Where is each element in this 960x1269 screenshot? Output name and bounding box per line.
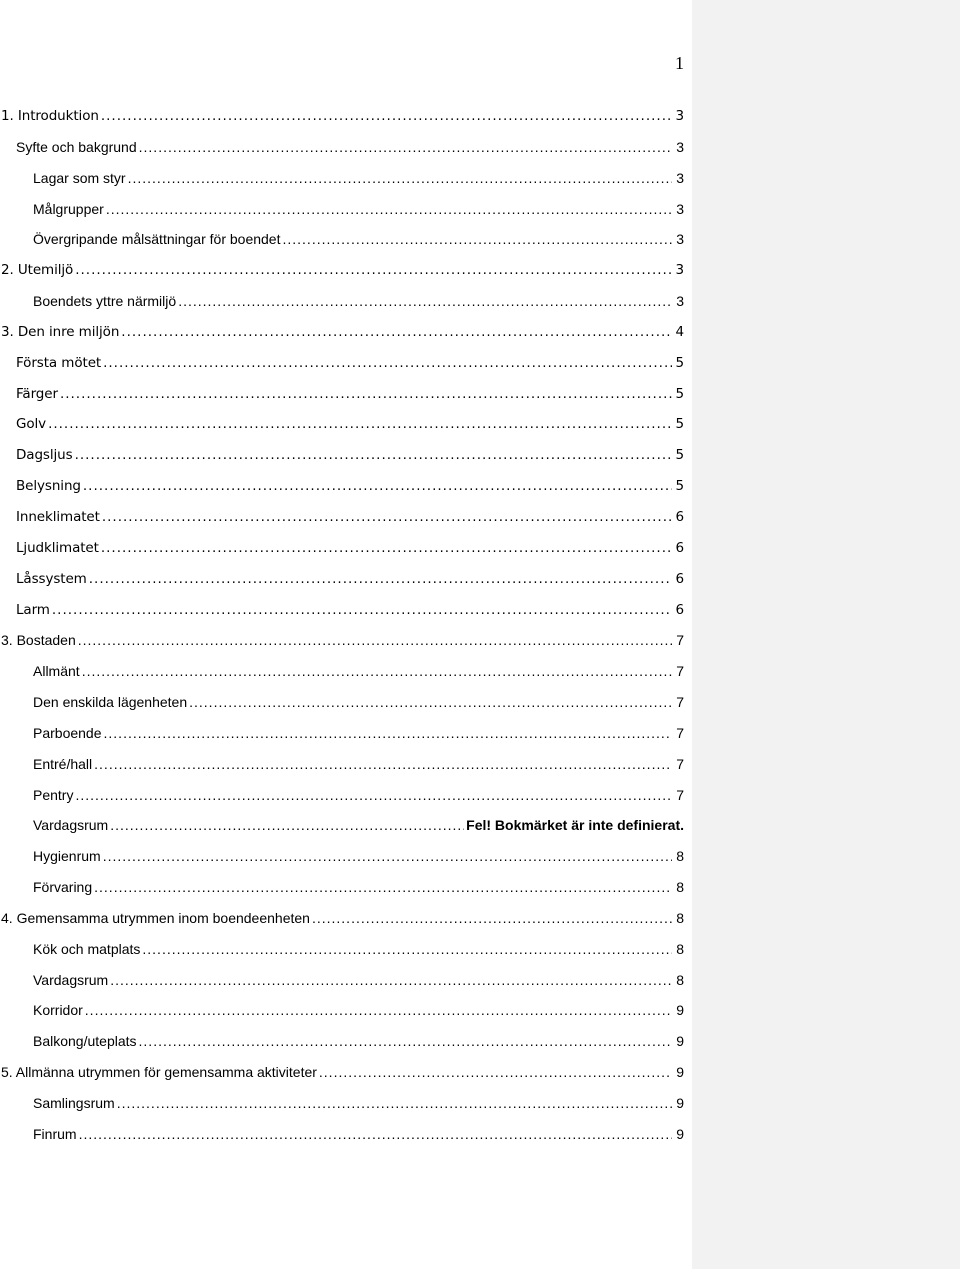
toc-dot-leader xyxy=(75,440,672,471)
toc-entry[interactable] xyxy=(0,379,686,410)
toc-entry-title: Inneklimatet xyxy=(16,508,100,525)
toc-entry-page: 8 xyxy=(676,971,684,988)
toc-entry[interactable] xyxy=(0,625,686,656)
toc-entry-title: Kök och matplats xyxy=(33,940,141,957)
toc-entry-page: 5 xyxy=(675,416,684,433)
toc-entry-title: Samlingsrum xyxy=(33,1095,115,1111)
toc-entry-title: Förvaring xyxy=(33,879,93,896)
toc-entry[interactable] xyxy=(0,255,686,286)
toc-entry-page: 5 xyxy=(675,447,684,464)
toc-dot-leader xyxy=(103,348,672,379)
toc-entry-title: Hygienrum xyxy=(33,848,101,865)
toc-dot-leader xyxy=(178,286,672,317)
toc-dot-leader xyxy=(75,255,672,286)
toc-entry-page: 7 xyxy=(676,694,684,711)
toc-entry[interactable] xyxy=(0,1057,686,1088)
toc-entry-title: 1. Introduktion xyxy=(1,108,99,124)
toc-entry-title: Övergripande målsättningar för boendet xyxy=(33,231,281,248)
toc-entry[interactable] xyxy=(0,163,686,194)
toc-entry-page: 3 xyxy=(676,169,684,186)
toc-entry[interactable] xyxy=(0,533,686,564)
toc-entry-page: 4 xyxy=(675,323,684,340)
toc-dot-leader xyxy=(78,625,672,656)
toc-entry[interactable] xyxy=(0,101,686,132)
toc-dot-leader xyxy=(117,1088,672,1119)
comment-margin-panel xyxy=(692,0,960,1269)
toc-entry-title: Larm xyxy=(16,601,50,618)
toc-entry-page: 8 xyxy=(676,848,684,865)
toc-entry-page: 7 xyxy=(676,786,684,803)
toc-entry[interactable] xyxy=(0,903,686,934)
toc-entry-title: Målgrupper xyxy=(33,200,104,217)
toc-dot-leader xyxy=(106,194,672,225)
toc-dot-leader xyxy=(312,903,672,934)
toc-entry-title: Korridor xyxy=(33,1002,83,1019)
toc-entry-page: 8 xyxy=(676,909,684,926)
toc-entry-page: 3 xyxy=(675,262,684,279)
toc-entry-page: 7 xyxy=(676,663,684,680)
toc-entry-page: 9 xyxy=(676,1002,684,1019)
toc-entry-title: 4. Gemensamma utrymmen inom boendeenheten xyxy=(1,909,310,926)
toc-entry-title: Lagar som styr xyxy=(33,169,126,186)
toc-entry[interactable] xyxy=(0,564,686,595)
toc-entry-page: 6 xyxy=(675,508,684,525)
page-number: 1 xyxy=(675,53,684,73)
toc-entry-title: Låssystem xyxy=(16,570,87,587)
toc-dot-leader xyxy=(102,502,672,533)
toc-entry[interactable] xyxy=(0,810,686,841)
toc-dot-leader xyxy=(128,163,672,194)
toc-entry-title: Entré/hall xyxy=(33,755,93,772)
toc-entry-title: Allmänt xyxy=(33,663,80,680)
toc-entry[interactable] xyxy=(0,317,686,348)
toc-entry[interactable] xyxy=(0,841,686,872)
toc-entry[interactable] xyxy=(0,934,686,965)
toc-entry[interactable] xyxy=(0,348,686,379)
toc-entry-title: Den enskilda lägenheten xyxy=(33,694,188,711)
toc-entry-title: Pentry xyxy=(33,786,74,803)
toc-entry[interactable] xyxy=(0,440,686,471)
toc-entry-title: Boendets yttre närmiljö xyxy=(33,293,177,310)
toc-entry[interactable] xyxy=(0,286,686,317)
toc-dot-leader xyxy=(79,1119,672,1150)
toc-entry-title: 3. Bostaden xyxy=(1,632,76,649)
toc-dot-leader xyxy=(101,101,672,132)
toc-entry-title: Vardagsrum xyxy=(33,971,109,988)
toc-entry-page: 5 xyxy=(675,478,684,495)
toc-entry-title: Färger xyxy=(16,385,58,402)
toc-entry-title: Första mötet xyxy=(16,354,102,371)
toc-entry-page: 7 xyxy=(676,755,684,772)
toc-entry[interactable] xyxy=(0,1088,686,1119)
toc-entry[interactable] xyxy=(0,1026,686,1057)
toc-dot-leader xyxy=(60,379,672,410)
toc-entry-page: 3 xyxy=(675,108,684,124)
toc-entry-page: 8 xyxy=(676,879,684,896)
toc-entry[interactable] xyxy=(0,224,686,255)
toc-entry-title: Finrum xyxy=(33,1125,77,1142)
toc-entry-title: Dagsljus xyxy=(16,447,73,464)
toc-entry-title: 2. Utemiljö xyxy=(1,262,74,279)
toc-dot-leader xyxy=(142,934,672,965)
toc-dot-leader xyxy=(52,595,672,626)
toc-dot-leader xyxy=(121,317,672,348)
toc-dot-leader xyxy=(139,1026,672,1057)
toc-dot-leader xyxy=(83,471,672,502)
toc-entry-title: 5. Allmänna utrymmen för gemensamma aktiviteter xyxy=(1,1064,317,1081)
toc-entry-page: 9 xyxy=(676,1064,684,1081)
toc-entry[interactable] xyxy=(0,595,686,626)
toc-entry-title: Syfte och bakgrund xyxy=(16,138,137,155)
toc-dot-leader xyxy=(94,749,672,780)
toc-dot-leader xyxy=(75,780,672,811)
toc-entry-title: Vardagsrum xyxy=(33,817,109,834)
toc-dot-leader xyxy=(82,656,672,687)
toc-entry-page: 6 xyxy=(675,570,684,587)
toc-entry-title: Belysning xyxy=(16,478,81,495)
toc-dot-leader xyxy=(48,409,672,440)
toc-entry[interactable] xyxy=(0,749,686,780)
toc-entry-page: 8 xyxy=(676,940,684,957)
toc-entry[interactable] xyxy=(0,780,686,811)
toc-entry-error: Fel! Bokmärket är inte definierat. xyxy=(466,817,684,834)
toc-dot-leader xyxy=(110,965,672,996)
toc-entry-page: 9 xyxy=(676,1125,684,1142)
toc-entry-page: 6 xyxy=(675,601,684,618)
toc-entry[interactable] xyxy=(0,502,686,533)
toc-dot-leader xyxy=(85,995,672,1026)
toc-entry-title: Golv xyxy=(16,416,47,433)
toc-entry-page: 6 xyxy=(675,539,684,556)
toc-dot-leader xyxy=(189,687,672,718)
toc-entry-page: 3 xyxy=(676,138,684,155)
toc-entry-page: 9 xyxy=(676,1095,684,1111)
toc-dot-leader xyxy=(110,810,464,841)
toc-entry[interactable] xyxy=(0,409,686,440)
toc-entry-page: 3 xyxy=(676,231,684,248)
toc-entry-page: 5 xyxy=(675,385,684,402)
toc-dot-leader xyxy=(101,533,672,564)
toc-dot-leader xyxy=(103,841,672,872)
toc-entry-title: Ljudklimatet xyxy=(16,539,99,556)
toc-dot-leader xyxy=(139,132,672,163)
toc-entry-title: Balkong/uteplats xyxy=(33,1033,137,1050)
toc-dot-leader xyxy=(319,1057,672,1088)
toc-entry-page: 5 xyxy=(675,354,684,371)
toc-entry[interactable] xyxy=(0,1119,686,1150)
toc-entry[interactable] xyxy=(0,687,686,718)
toc-entry[interactable] xyxy=(0,132,686,163)
toc-entry-page: 7 xyxy=(676,724,684,741)
toc-entry[interactable] xyxy=(0,471,686,502)
table-of-contents xyxy=(0,101,686,1150)
toc-entry-page: 3 xyxy=(676,293,684,310)
toc-entry-page: 7 xyxy=(676,632,684,649)
toc-entry[interactable] xyxy=(0,965,686,996)
toc-entry[interactable] xyxy=(0,995,686,1026)
toc-entry[interactable] xyxy=(0,872,686,903)
toc-dot-leader xyxy=(94,872,672,903)
toc-entry-page: 3 xyxy=(676,200,684,217)
toc-entry[interactable] xyxy=(0,656,686,687)
toc-entry-title: 3. Den inre miljön xyxy=(1,323,120,340)
toc-dot-leader xyxy=(89,564,672,595)
toc-entry-title: Parboende xyxy=(33,724,102,741)
toc-dot-leader xyxy=(104,718,672,749)
toc-entry[interactable] xyxy=(0,718,686,749)
toc-dot-leader xyxy=(282,224,672,255)
toc-entry-page: 9 xyxy=(676,1033,684,1050)
toc-entry[interactable] xyxy=(0,194,686,225)
